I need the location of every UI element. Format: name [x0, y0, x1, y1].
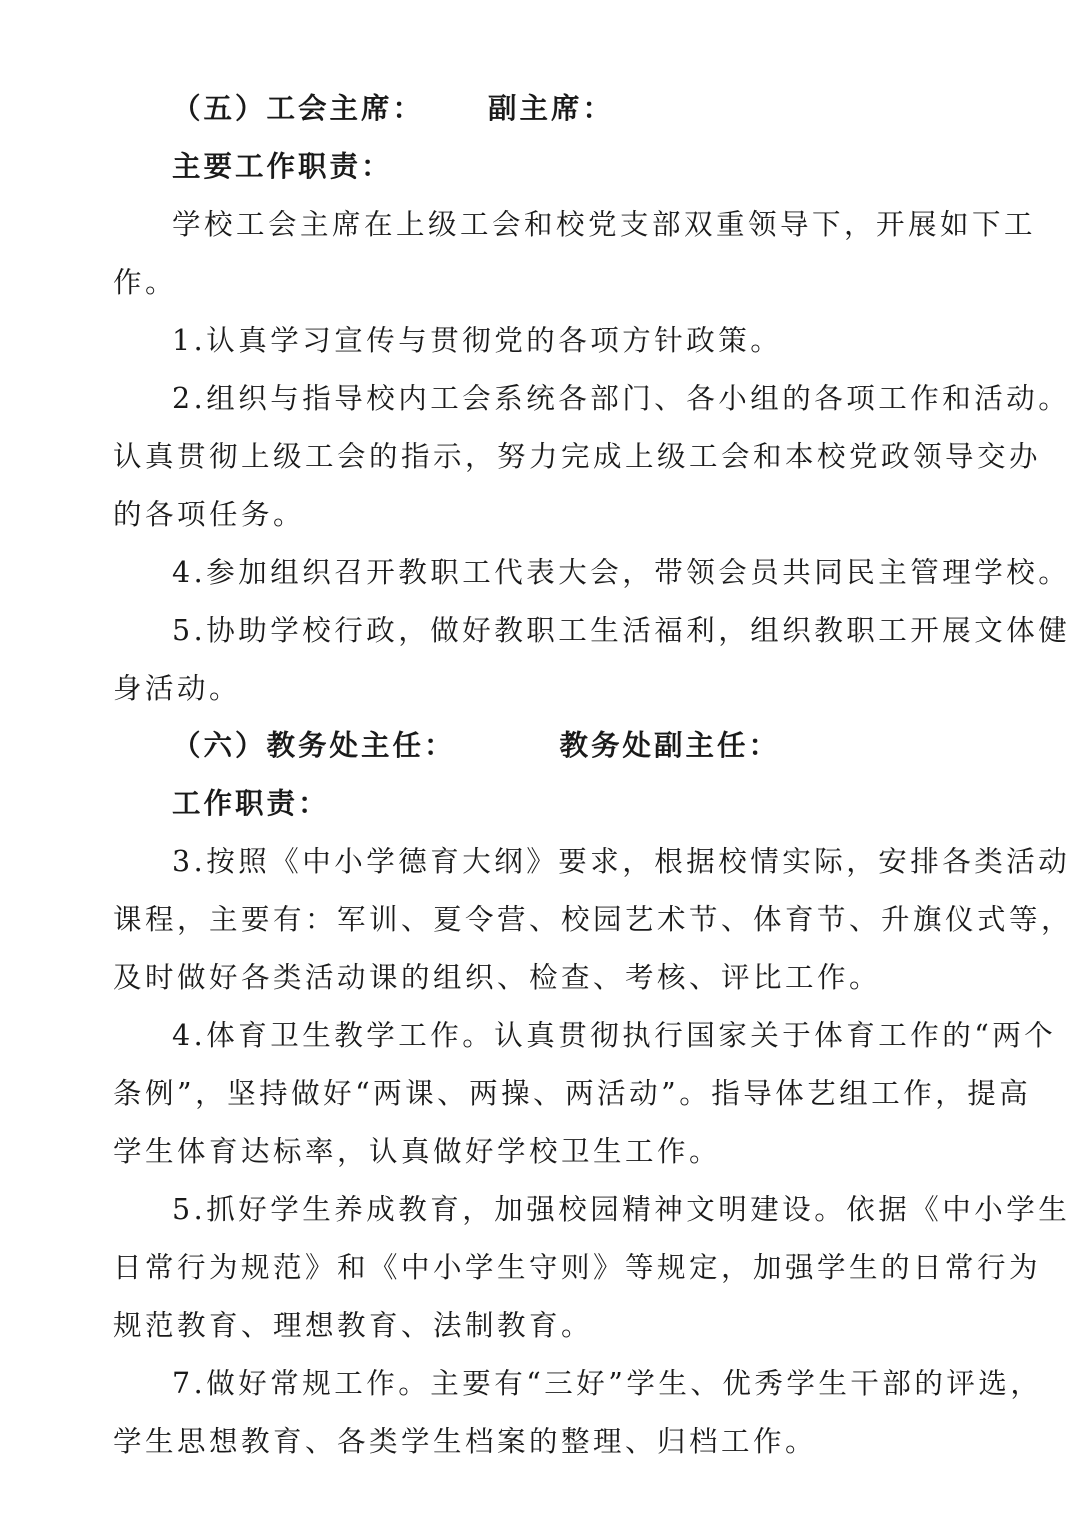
section6-item4-line2: 条例”，坚持做好“两课、两操、两活动”。指导体艺组工作，提高 [113, 1077, 1032, 1110]
section5-item1: 1.认真学习宣传与贯彻党的各项方针政策。 [172, 324, 783, 357]
section5-item4: 4.参加组织召开教职工代表大会，带领会员共同民主管理学校。 [172, 556, 1071, 589]
section5-intro-line2: 作。 [113, 266, 178, 299]
section6-duties-label: 工作职责： [172, 787, 330, 820]
academic-deputy-director-heading: 教务处副主任： [559, 729, 781, 762]
section5-item2-line1: 2.组织与指导校内工会系统各部门、各小组的各项工作和活动。 [172, 382, 1071, 415]
section6-heading [0, 717, 1080, 775]
section6-item3-line1: 3.按照《中小学德育大纲》要求，根据校情实际，安排各类活动 [172, 845, 1071, 878]
section5-item5-line1: 5.协助学校行政，做好教职工生活福利，组织教职工开展文体健 [172, 614, 1071, 647]
section5-duties-label: 主要工作职责： [172, 150, 393, 183]
union-vice-chair-heading: 副主席： [488, 92, 615, 125]
academic-director-heading: （六）教务处主任： [172, 729, 456, 762]
section6-item5-line3: 规范教育、理想教育、法制教育。 [113, 1309, 594, 1342]
section6-item7-line1: 7.做好常规工作。主要有“三好”学生、优秀学生干部的评选， [172, 1367, 1043, 1400]
section6-item5-line2: 日常行为规范》和《中小学生守则》等规定，加强学生的日常行为 [113, 1251, 1042, 1284]
section6-item5-line1: 5.抓好学生养成教育，加强校园精神文明建设。依据《中小学生 [172, 1193, 1071, 1226]
section6-item4-line1: 4.体育卫生教学工作。认真贯彻执行国家关于体育工作的“两个 [172, 1019, 1057, 1052]
section5-intro-line1: 学校工会主席在上级工会和校党支部双重领导下，开展如下工 [172, 208, 1037, 241]
section6-item7-line2: 学生思想教育、各类学生档案的整理、归档工作。 [113, 1425, 818, 1458]
section5-item2-line3: 的各项任务。 [113, 498, 306, 531]
section6-item4-line3: 学生体育达标率，认真做好学校卫生工作。 [113, 1135, 722, 1168]
section5-item2-line2: 认真贯彻上级工会的指示，努力完成上级工会和本校党政领导交办 [113, 440, 1042, 473]
section5-heading [0, 80, 1080, 138]
section5-item5-line2: 身活动。 [113, 672, 242, 705]
union-chair-heading: （五）工会主席： [172, 92, 425, 125]
section6-item3-line3: 及时做好各类活动课的组织、检查、考核、评比工作。 [113, 961, 882, 994]
section6-item3-line2: 课程，主要有：军训、夏令营、校园艺术节、体育节、升旗仪式等， [113, 903, 1074, 936]
